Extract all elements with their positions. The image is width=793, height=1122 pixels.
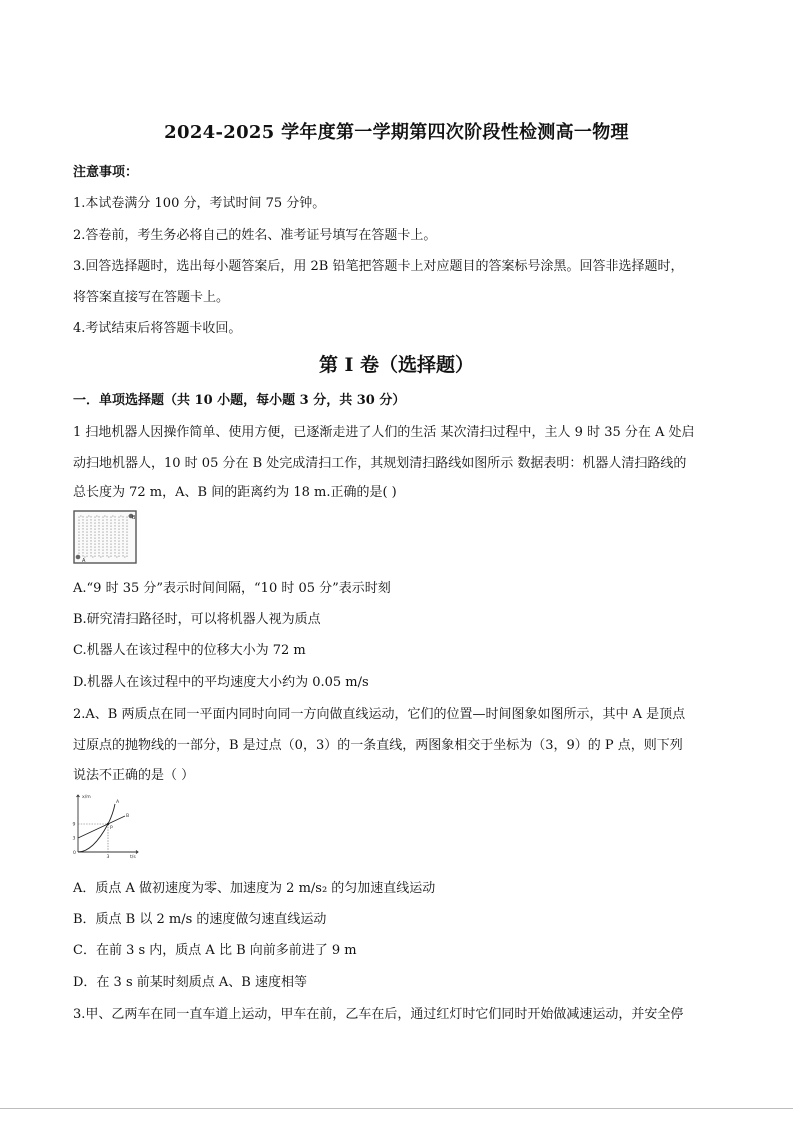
q2-line-2: 过原点的抛物线的一部分，B 是过点（0，3）的一条直线，两图象相交于坐标为（3，9）的 P 点，则下列: [73, 738, 683, 753]
q2-option-a: A．质点 A 做初速度为零、加速度为 2 m/s₂ 的匀加速直线运动: [73, 881, 436, 896]
exam-title: 2024-2025 学年度第一学期第四次阶段性检测高一物理: [164, 122, 629, 143]
q2-label-x-axis: t/s: [130, 855, 136, 860]
part1-heading: 一．单项选择题（共 10 小题，每小题 3 分，共 30 分）: [73, 393, 406, 408]
q1-label-b: B: [132, 515, 136, 521]
q2-option-c: C．在前 3 s 内，质点 A 比 B 向前多前进了 9 m: [73, 943, 357, 958]
q1-line-1: 1 扫地机器人因操作简单、使用方便，已逐渐走进了人们的生活 某次清扫过程中，主人 9 时 35 分在 A 处启: [73, 425, 695, 440]
q1-option-a: A.“9 时 35 分”表示时间间隔，“10 时 05 分”表示时刻: [73, 581, 391, 596]
q1-start-point-a: [76, 555, 81, 560]
notice-heading: 注意事项：: [73, 165, 139, 180]
section-title: 第 I 卷（选择题）: [318, 354, 475, 376]
q3-line-1: 3.甲、乙两车在同一直车道上运动，甲车在前，乙车在后，通过红灯时它们同时开始做减速运动，并安全停: [73, 1007, 684, 1022]
notice-item-4: 4.考试结束后将答题卡收回。: [73, 321, 242, 336]
q1-option-c: C.机器人在该过程中的位移大小为 72 m: [73, 643, 306, 658]
notice-item-3-cont: 将答案直接写在答题卡上。: [73, 290, 230, 305]
q1-label-a: A: [82, 558, 86, 564]
notice-item-3: 3.回答选择题时，选出每小题答案后，用 2B 铅笔把答题卡上对应题目的答案标号涂黑。回答非选择题时，: [73, 259, 684, 274]
q2-option-b: B．质点 B 以 2 m/s 的速度做匀速直线运动: [73, 912, 327, 927]
q2-line-1: 2.A、B 两质点在同一平面内同时向同一方向做直线运动，它们的位置—时间图象如图所示，其中 A 是顶点: [73, 707, 686, 722]
q2-label-point-p: P: [110, 826, 113, 831]
q2-label-three: 3: [72, 836, 76, 842]
q1-line-2: 动扫地机器人，10 时 05 分在 B 处完成清扫工作，其规划清扫路线如图所示 数据表明：机器人清扫路线的: [73, 456, 687, 471]
q2-label-t3: 3: [106, 855, 110, 860]
q2-label-origin: 0: [73, 851, 76, 856]
q1-cleaning-route-figure: [73, 510, 137, 564]
q1-line-3: 总长度为 72 m，A、B 间的距离约为 18 m.正确的是( ): [73, 485, 397, 500]
q2-line-3: 说法不正确的是（ ）: [73, 768, 195, 783]
q2-label-nine: 9: [72, 822, 76, 828]
q2-option-d: D．在 3 s 前某时刻质点 A、B 速度相等: [73, 975, 307, 990]
q2-position-time-graph: [70, 790, 142, 860]
q1-option-d: D.机器人在该过程中的平均速度大小约为 0.05 m/s: [73, 675, 369, 690]
q1-option-b: B.研究清扫路径时，可以将机器人视为质点: [73, 612, 321, 627]
q2-label-y-axis: x/m: [82, 795, 91, 800]
q2-label-curve-a: A: [116, 800, 120, 805]
page-bottom-divider: [0, 1108, 793, 1109]
notice-item-2: 2.答卷前，考生务必将自己的姓名、准考证号填写在答题卡上。: [73, 228, 437, 243]
notice-item-1: 1.本试卷满分 100 分，考试时间 75 分钟。: [73, 196, 326, 211]
q2-label-line-b: B: [126, 814, 130, 819]
q2-point-p: [107, 823, 109, 825]
